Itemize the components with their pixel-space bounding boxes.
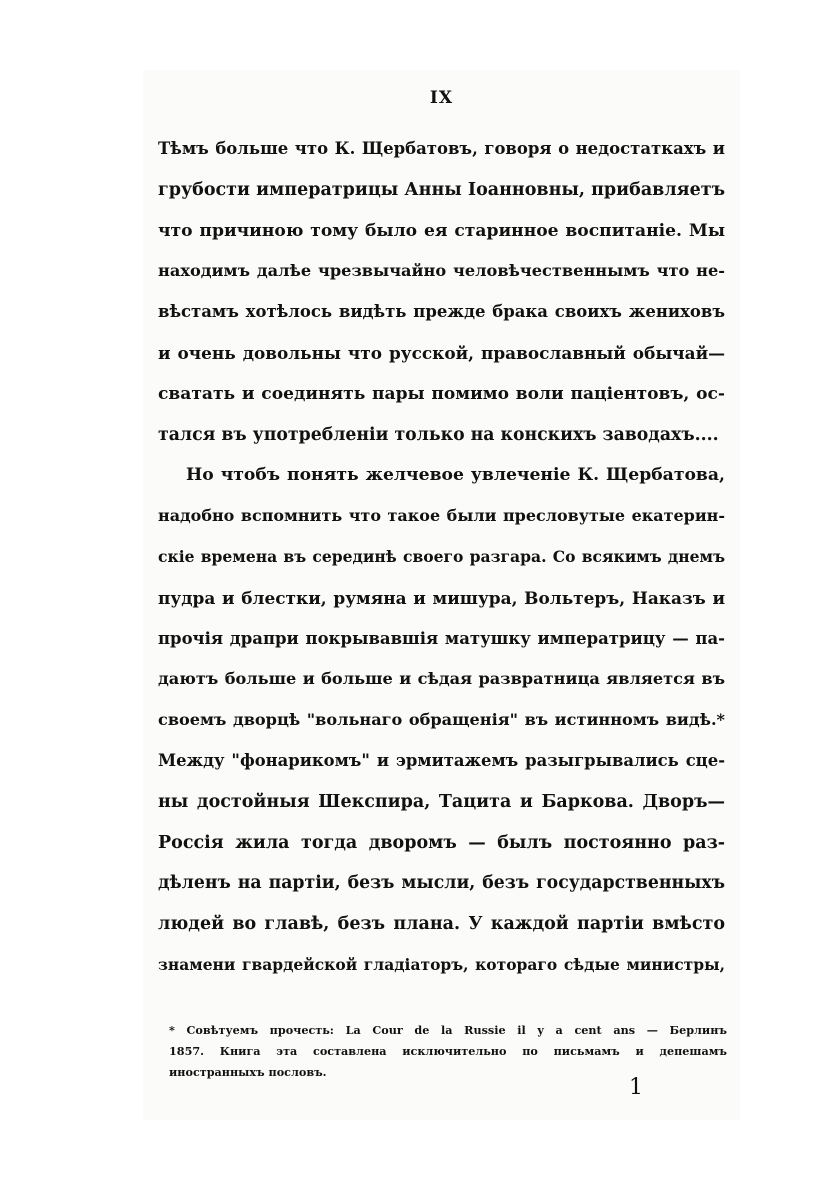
text-line: надобно вспомнить что такое были пресловутые екатерин- bbox=[158, 506, 725, 526]
text-line: скіе времена въ серединѣ своего разгара. Со всякимъ днемъ bbox=[158, 546, 725, 566]
text-line: вѣстамъ хотѣлось видѣть прежде брака своихъ жениховъ bbox=[158, 302, 725, 322]
text-line: ны достойныя Шекспира, Тацита и Баркова. Дворъ— bbox=[158, 791, 725, 812]
text-line: что причиною тому было ея старинное воспитаніе. Мы bbox=[158, 220, 725, 241]
text-line: знамени гвардейской гладіаторъ, котораго сѣдые министры, bbox=[158, 954, 725, 974]
text-line: Россія жила тогда дворомъ — былъ постоянно раз- bbox=[158, 832, 725, 853]
text-line: грубости императрицы Анны Іоанновны, прибавляетъ bbox=[158, 179, 725, 200]
text-line: тался въ употребленіи только на конскихъ заводахъ.... bbox=[158, 424, 719, 445]
page-number: IX bbox=[429, 88, 454, 108]
text-line: сватать и соединять пары помимо воли паціентовъ, ос- bbox=[158, 383, 725, 404]
footnote-line: 1857. Книга эта составлена исключительно по письмамъ и депешамъ bbox=[169, 1044, 727, 1058]
paragraph bbox=[158, 129, 725, 455]
signature-mark: 1 bbox=[629, 1075, 643, 1100]
text-line: Но чтобъ понять желчевое увлеченіе К. Щербатова, bbox=[186, 465, 725, 486]
footnote bbox=[169, 1020, 727, 1083]
text-line: находимъ далѣе чрезвычайно человѣчественнымъ что не- bbox=[158, 261, 725, 281]
text-line: пудра и блестки, румяна и мишура, Вольтеръ, Наказъ и bbox=[158, 587, 725, 608]
text-line: дѣленъ на партіи, безъ мысли, безъ государственныхъ bbox=[158, 873, 725, 894]
text-line: Между "фонарикомъ" и эрмитажемъ разыгрывались сце- bbox=[158, 750, 725, 770]
text-line: и очень довольны что русской, православный обычай— bbox=[158, 342, 725, 363]
text-line: Тѣмъ больше что К. Щербатовъ, говоря о недостаткахъ и bbox=[158, 139, 725, 158]
paragraph bbox=[158, 455, 725, 985]
footnote-line: иностранныхъ пословъ. bbox=[169, 1065, 327, 1079]
text-line: своемъ дворцѣ "вольнаго обращенія" въ истинномъ видѣ.* bbox=[158, 710, 725, 730]
footnote-line: * Совѣтуемъ прочесть: La Cour de la Russie il y a cent ans — Берлинъ bbox=[169, 1023, 727, 1037]
text-line: людей во главѣ, безъ плана. У каждой партіи вмѣсто bbox=[158, 914, 725, 935]
text-line: даютъ больше и больше и сѣдая развратница является въ bbox=[158, 669, 725, 689]
main-text bbox=[158, 129, 725, 986]
text-line: прочія драпри покрывавшія матушку императрицу — па- bbox=[158, 628, 725, 648]
book-page bbox=[143, 70, 740, 1120]
